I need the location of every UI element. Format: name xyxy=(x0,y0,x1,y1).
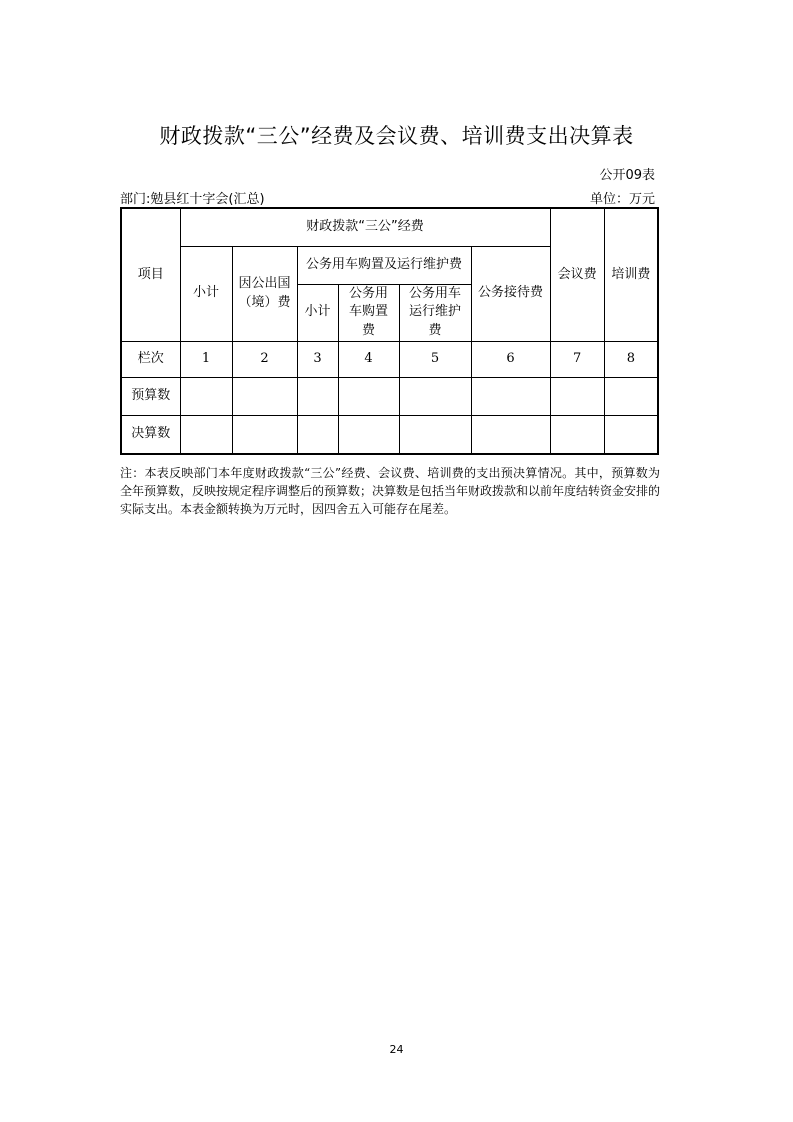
table-cell xyxy=(180,378,232,416)
header-vehicle-purchase: 公务用车购置费 xyxy=(338,284,399,342)
header-vehicle: 公务用车购置及运行维护费 xyxy=(297,246,471,284)
table-cell xyxy=(232,416,297,454)
table-cell: 4 xyxy=(338,342,399,378)
table-cell xyxy=(471,378,550,416)
table-cell xyxy=(297,378,338,416)
table-cell: 8 xyxy=(604,342,658,378)
table-row xyxy=(121,342,658,378)
row-label: 栏次 xyxy=(121,342,180,378)
table-cell xyxy=(399,378,471,416)
table-cell xyxy=(338,378,399,416)
table-cell: 7 xyxy=(550,342,604,378)
table-cell xyxy=(180,416,232,454)
header-subtotal: 小计 xyxy=(180,246,232,342)
header-vehicle-subtotal: 小计 xyxy=(297,284,338,342)
table-cell: 2 xyxy=(232,342,297,378)
table-cell xyxy=(550,416,604,454)
header-item: 项目 xyxy=(121,208,180,342)
table-cell: 6 xyxy=(471,342,550,378)
header-abroad: 因公出国（境）费 xyxy=(232,246,297,342)
table-cell: 3 xyxy=(297,342,338,378)
table-cell: 1 xyxy=(180,342,232,378)
table-cell xyxy=(604,378,658,416)
table-cell xyxy=(550,378,604,416)
table-cell xyxy=(604,416,658,454)
page-number: 24 xyxy=(389,1043,404,1056)
header-three-public: 财政拨款“三公”经费 xyxy=(180,208,550,246)
table-cell xyxy=(232,378,297,416)
header-vehicle-maintenance: 公务用车运行维护费 xyxy=(399,284,471,342)
form-code: 公开09表 xyxy=(599,168,655,183)
page-title: 财政拨款“三公”经费及会议费、培训费支出决算表 xyxy=(159,124,634,148)
row-label: 预算数 xyxy=(121,378,180,416)
table-cell xyxy=(471,416,550,454)
header-meeting: 会议费 xyxy=(550,208,604,342)
unit-label: 单位：万元 xyxy=(589,192,655,207)
table-cell xyxy=(338,416,399,454)
department-label: 部门:勉县红十字会(汇总) xyxy=(120,192,265,207)
header-training: 培训费 xyxy=(604,208,658,342)
table-cell xyxy=(297,416,338,454)
table-note: 注：本表反映部门本年度财政拨款“三公”经费、会议费、培训费的支出预决算情况。其中，预算数为全年预算数，反映按规定程序调整后的预算数；决算数是包括当年财政拨款和以前年度结转资金安排的实际支出。本表金额转换为万元时，因四舍五入可能存在尾差。 xyxy=(120,466,661,516)
header-reception: 公务接待费 xyxy=(471,246,550,342)
table-row xyxy=(121,378,658,416)
table-row xyxy=(121,416,658,454)
expenditure-table xyxy=(120,207,659,455)
table-cell xyxy=(399,416,471,454)
table-cell: 5 xyxy=(399,342,471,378)
row-label: 决算数 xyxy=(121,416,180,454)
